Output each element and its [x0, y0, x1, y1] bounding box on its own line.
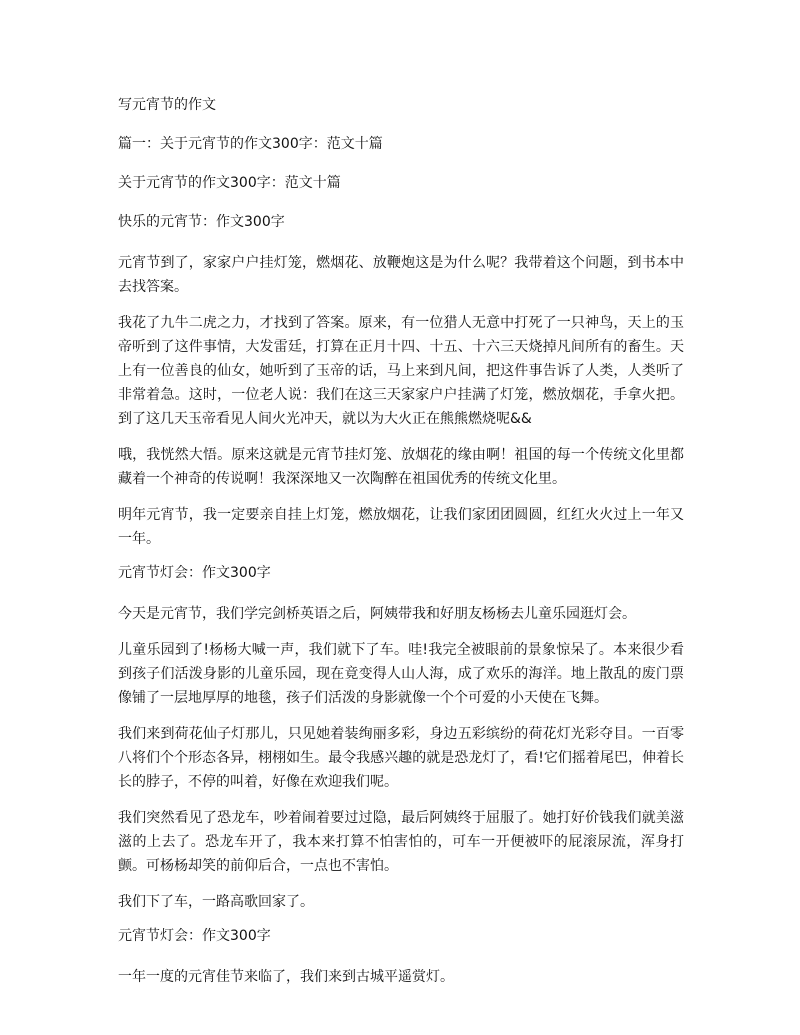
essay-title: 快乐的元宵节：作文300字	[118, 214, 285, 230]
essay-title: 元宵节灯会：作文300字	[118, 928, 271, 944]
document-page	[118, 95, 684, 1001]
section-heading: 篇一：关于元宵节的作文300字：范文十篇	[118, 136, 383, 152]
essay-paragraph: 儿童乐园到了!杨杨大喊一声，我们就下了车。哇!我完全被眼前的景象惊呆了。本来很少看到孩子们活泼身影的儿童乐园，现在竟变得人山人海，成了欢乐的海洋。地上散乱的废门票像铺了一层地厚厚的地毯，孩子们活泼的身影就像一个个可爱的小天使在飞舞。	[118, 642, 684, 706]
essay-paragraph: 我们突然看见了恐龙车，吵着闹着要过过隐，最后阿姨终于屈服了。她打好价钱我们就美滋滋的上去了。恐龙车开了，我本来打算不怕害怕的，可车一开便被吓的屁滚尿流，浑身打颤。可杨杨却笑的前仰后合，一点也不害怕。	[118, 810, 684, 874]
essay-paragraph: 一年一度的元宵佳节来临了，我们来到古城平遥赏灯。	[118, 969, 454, 985]
essay-paragraph: 明年元宵节，我一定要亲自挂上灯笼，燃放烟花，让我们家团团圆圆，红红火火过上一年又一年。	[118, 507, 684, 547]
essay-paragraph: 我花了九牛二虎之力，才找到了答案。原来，有一位猎人无意中打死了一只神鸟，天上的玉帝听到了这件事情，大发雷廷，打算在正月十四、十五、十六三天烧掉凡间所有的畜生。天上有一位善良的仙女，她听到了玉帝的话，马上来到凡间，把这件事告诉了人类，人类听了非常着急。这时，一位老人说：我们在这三天家家户户挂满了灯笼，燃放烟花，手拿火把。到了这几天玉帝看见人间火光冲天，就以为大火正在熊熊燃烧呢&&	[118, 315, 684, 427]
essay-title: 元宵节灯会：作文300字	[118, 565, 271, 581]
essay-paragraph: 哦，我恍然大悟。原来这就是元宵节挂灯笼、放烟花的缘由啊！祖国的每一个传统文化里都藏着一个神奇的传说啊！我深深地又一次陶醉在祖国优秀的传统文化里。	[118, 447, 684, 487]
essay-paragraph: 我们来到荷花仙子灯那儿，只见她着装绚丽多彩，身边五彩缤纷的荷花灯光彩夺目。一百零八将们个个形态各异，栩栩如生。最令我感兴趣的就是恐龙灯了，看!它们摇着尾巴，伸着长长的脖子，不停的叫着，好像在欢迎我们呢。	[118, 726, 684, 790]
essay-paragraph: 元宵节到了，家家户户挂灯笼，燃烟花、放鞭炮这是为什么呢？我带着这个问题，到书本中去找答案。	[118, 255, 684, 295]
collection-heading: 关于元宵节的作文300字：范文十篇	[118, 175, 341, 191]
essay-paragraph: 今天是元宵节，我们学完剑桥英语之后，阿姨带我和好朋友杨杨去儿童乐园逛灯会。	[118, 606, 636, 622]
document-title: 写元宵节的作文	[118, 97, 216, 113]
essay-paragraph: 我们下了车，一路高歌回家了。	[118, 894, 314, 910]
